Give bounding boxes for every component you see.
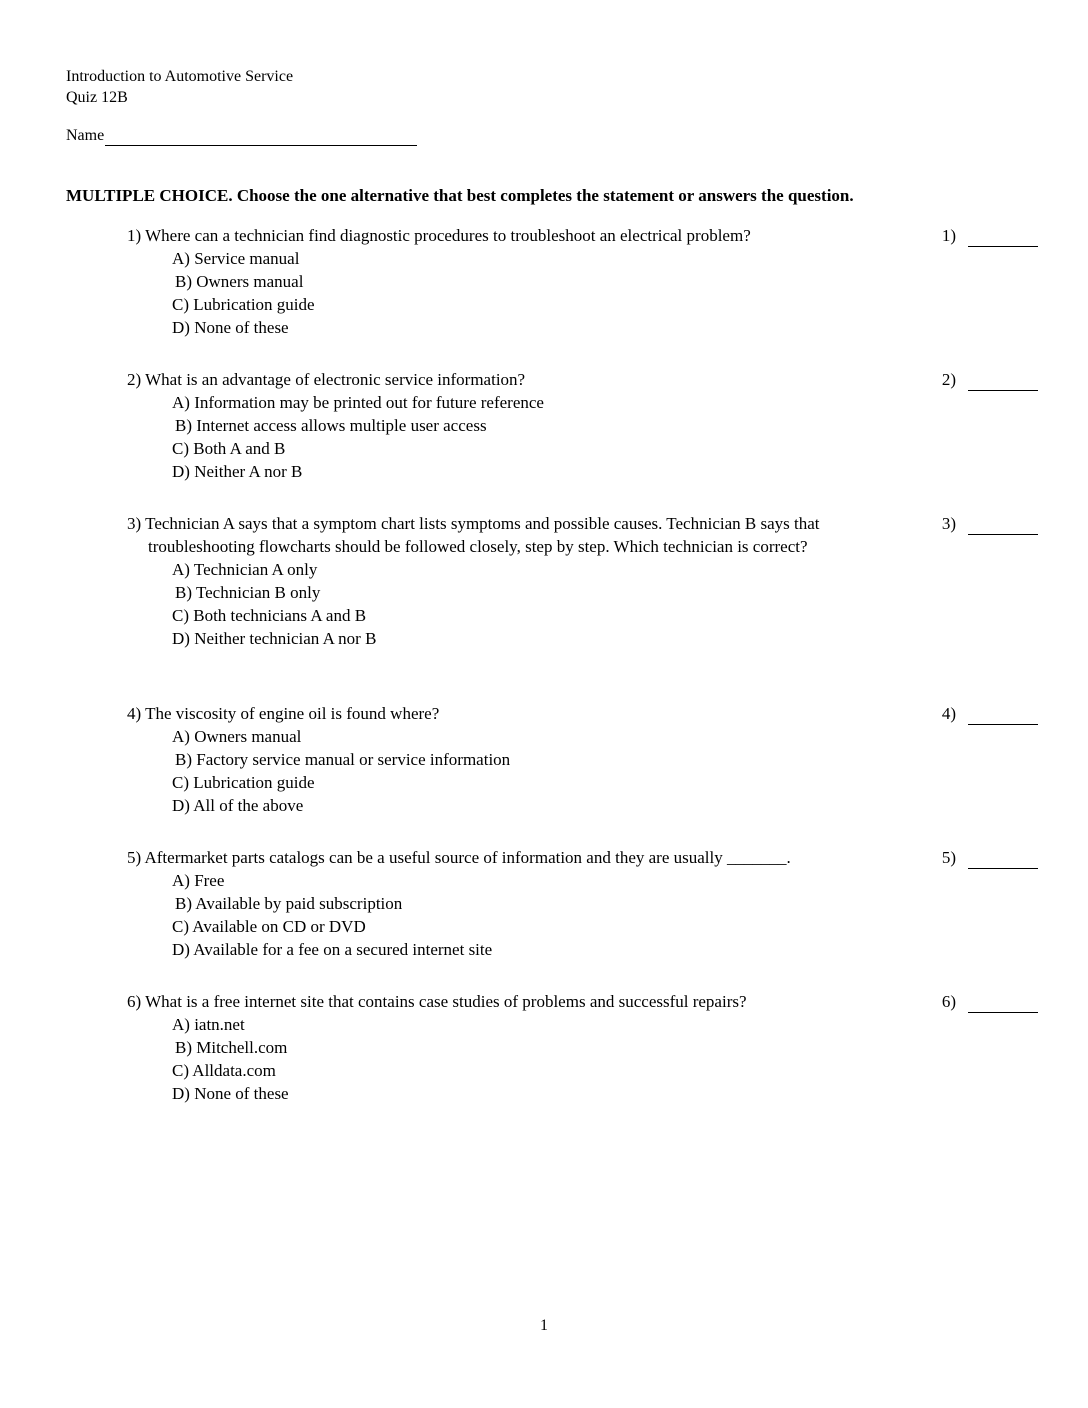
- question-3: [127, 512, 1027, 650]
- question-text: [127, 512, 918, 558]
- question-number: 3): [127, 514, 142, 533]
- name-label: Name: [66, 127, 105, 144]
- question-prompt: What is an advantage of electronic service information?: [145, 370, 526, 389]
- question-prompt: Where can a technician find diagnostic procedures to troubleshoot an electrical problem?: [145, 226, 751, 245]
- choice-b: B) Owners manual: [175, 272, 304, 291]
- question-text: [127, 368, 918, 391]
- choice-d: D) Neither technician A nor B: [172, 629, 377, 648]
- question-prompt: Technician A says that a symptom chart lists symptoms and possible causes. Technician B says that troubleshooting flowcharts should be followed closely, step by step. Which technician is correct?: [145, 514, 820, 556]
- answer-slot: [928, 702, 1038, 725]
- quiz-title: Quiz 12B: [66, 89, 128, 106]
- choice-c: C) Alldata.com: [172, 1061, 276, 1080]
- question-2: [127, 368, 1027, 483]
- choice-b: B) Mitchell.com: [175, 1038, 288, 1057]
- answer-number: 2): [941, 370, 956, 389]
- answer-slot: [928, 846, 1038, 869]
- choice-c: C) Available on CD or DVD: [172, 917, 366, 936]
- question-prompt: What is a free internet site that contains case studies of problems and successful repairs?: [145, 992, 747, 1011]
- question-text: [127, 846, 918, 869]
- question-5: [127, 846, 1027, 961]
- answer-blank[interactable]: [968, 228, 1038, 247]
- answer-blank[interactable]: [968, 994, 1038, 1013]
- question-text: [127, 224, 918, 247]
- choice-d: D) None of these: [172, 1084, 289, 1103]
- answer-slot: [928, 368, 1038, 391]
- answer-slot: [928, 224, 1038, 247]
- choice-a: A) iatn.net: [172, 1015, 245, 1034]
- answer-number: 3): [941, 514, 956, 533]
- question-4: [127, 702, 1027, 817]
- question-prompt: Aftermarket parts catalogs can be a useful source of information and they are usually _______.: [144, 848, 791, 867]
- choice-b: B) Available by paid subscription: [175, 894, 403, 913]
- question-text: [127, 702, 918, 725]
- section-instructions: MULTIPLE CHOICE. Choose the one alternative that best completes the statement or answers the question.: [66, 186, 854, 205]
- choice-a: A) Free: [172, 871, 225, 890]
- choice-b: B) Factory service manual or service information: [175, 750, 511, 769]
- question-number: 2): [127, 370, 142, 389]
- question-1: [127, 224, 1027, 339]
- choice-c: C) Lubrication guide: [172, 295, 315, 314]
- choice-a: A) Service manual: [172, 249, 300, 268]
- choice-a: A) Technician A only: [172, 560, 318, 579]
- answer-blank[interactable]: [968, 706, 1038, 725]
- answer-blank[interactable]: [968, 372, 1038, 391]
- choice-c: C) Lubrication guide: [172, 773, 315, 792]
- question-number: 6): [127, 992, 142, 1011]
- answer-slot: [928, 990, 1038, 1013]
- choice-d: D) Available for a fee on a secured internet site: [172, 940, 493, 959]
- question-number: 1): [127, 226, 142, 245]
- choice-d: D) All of the above: [172, 796, 304, 815]
- answer-slot: [928, 512, 1038, 535]
- course-title: Introduction to Automotive Service: [66, 68, 294, 85]
- question-number: 5): [127, 848, 142, 867]
- question-prompt: The viscosity of engine oil is found where?: [145, 704, 440, 723]
- answer-number: 6): [941, 992, 956, 1011]
- choice-d: D) None of these: [172, 318, 289, 337]
- choice-a: A) Owners manual: [172, 727, 302, 746]
- name-row: [66, 126, 417, 146]
- answer-number: 5): [941, 848, 956, 867]
- page-number: 1: [540, 1317, 548, 1334]
- choice-b: B) Technician B only: [175, 583, 321, 602]
- choice-b: B) Internet access allows multiple user access: [175, 416, 487, 435]
- question-number: 4): [127, 704, 142, 723]
- choice-c: C) Both technicians A and B: [172, 606, 367, 625]
- choice-d: D) Neither A nor B: [172, 462, 303, 481]
- answer-blank[interactable]: [968, 516, 1038, 535]
- answer-blank[interactable]: [968, 850, 1038, 869]
- name-blank[interactable]: [105, 129, 417, 146]
- question-text: [127, 990, 918, 1013]
- question-6: [127, 990, 1027, 1105]
- answer-number: 1): [941, 226, 956, 245]
- choice-a: A) Information may be printed out for future reference: [172, 393, 544, 412]
- choice-c: C) Both A and B: [172, 439, 286, 458]
- answer-number: 4): [941, 704, 956, 723]
